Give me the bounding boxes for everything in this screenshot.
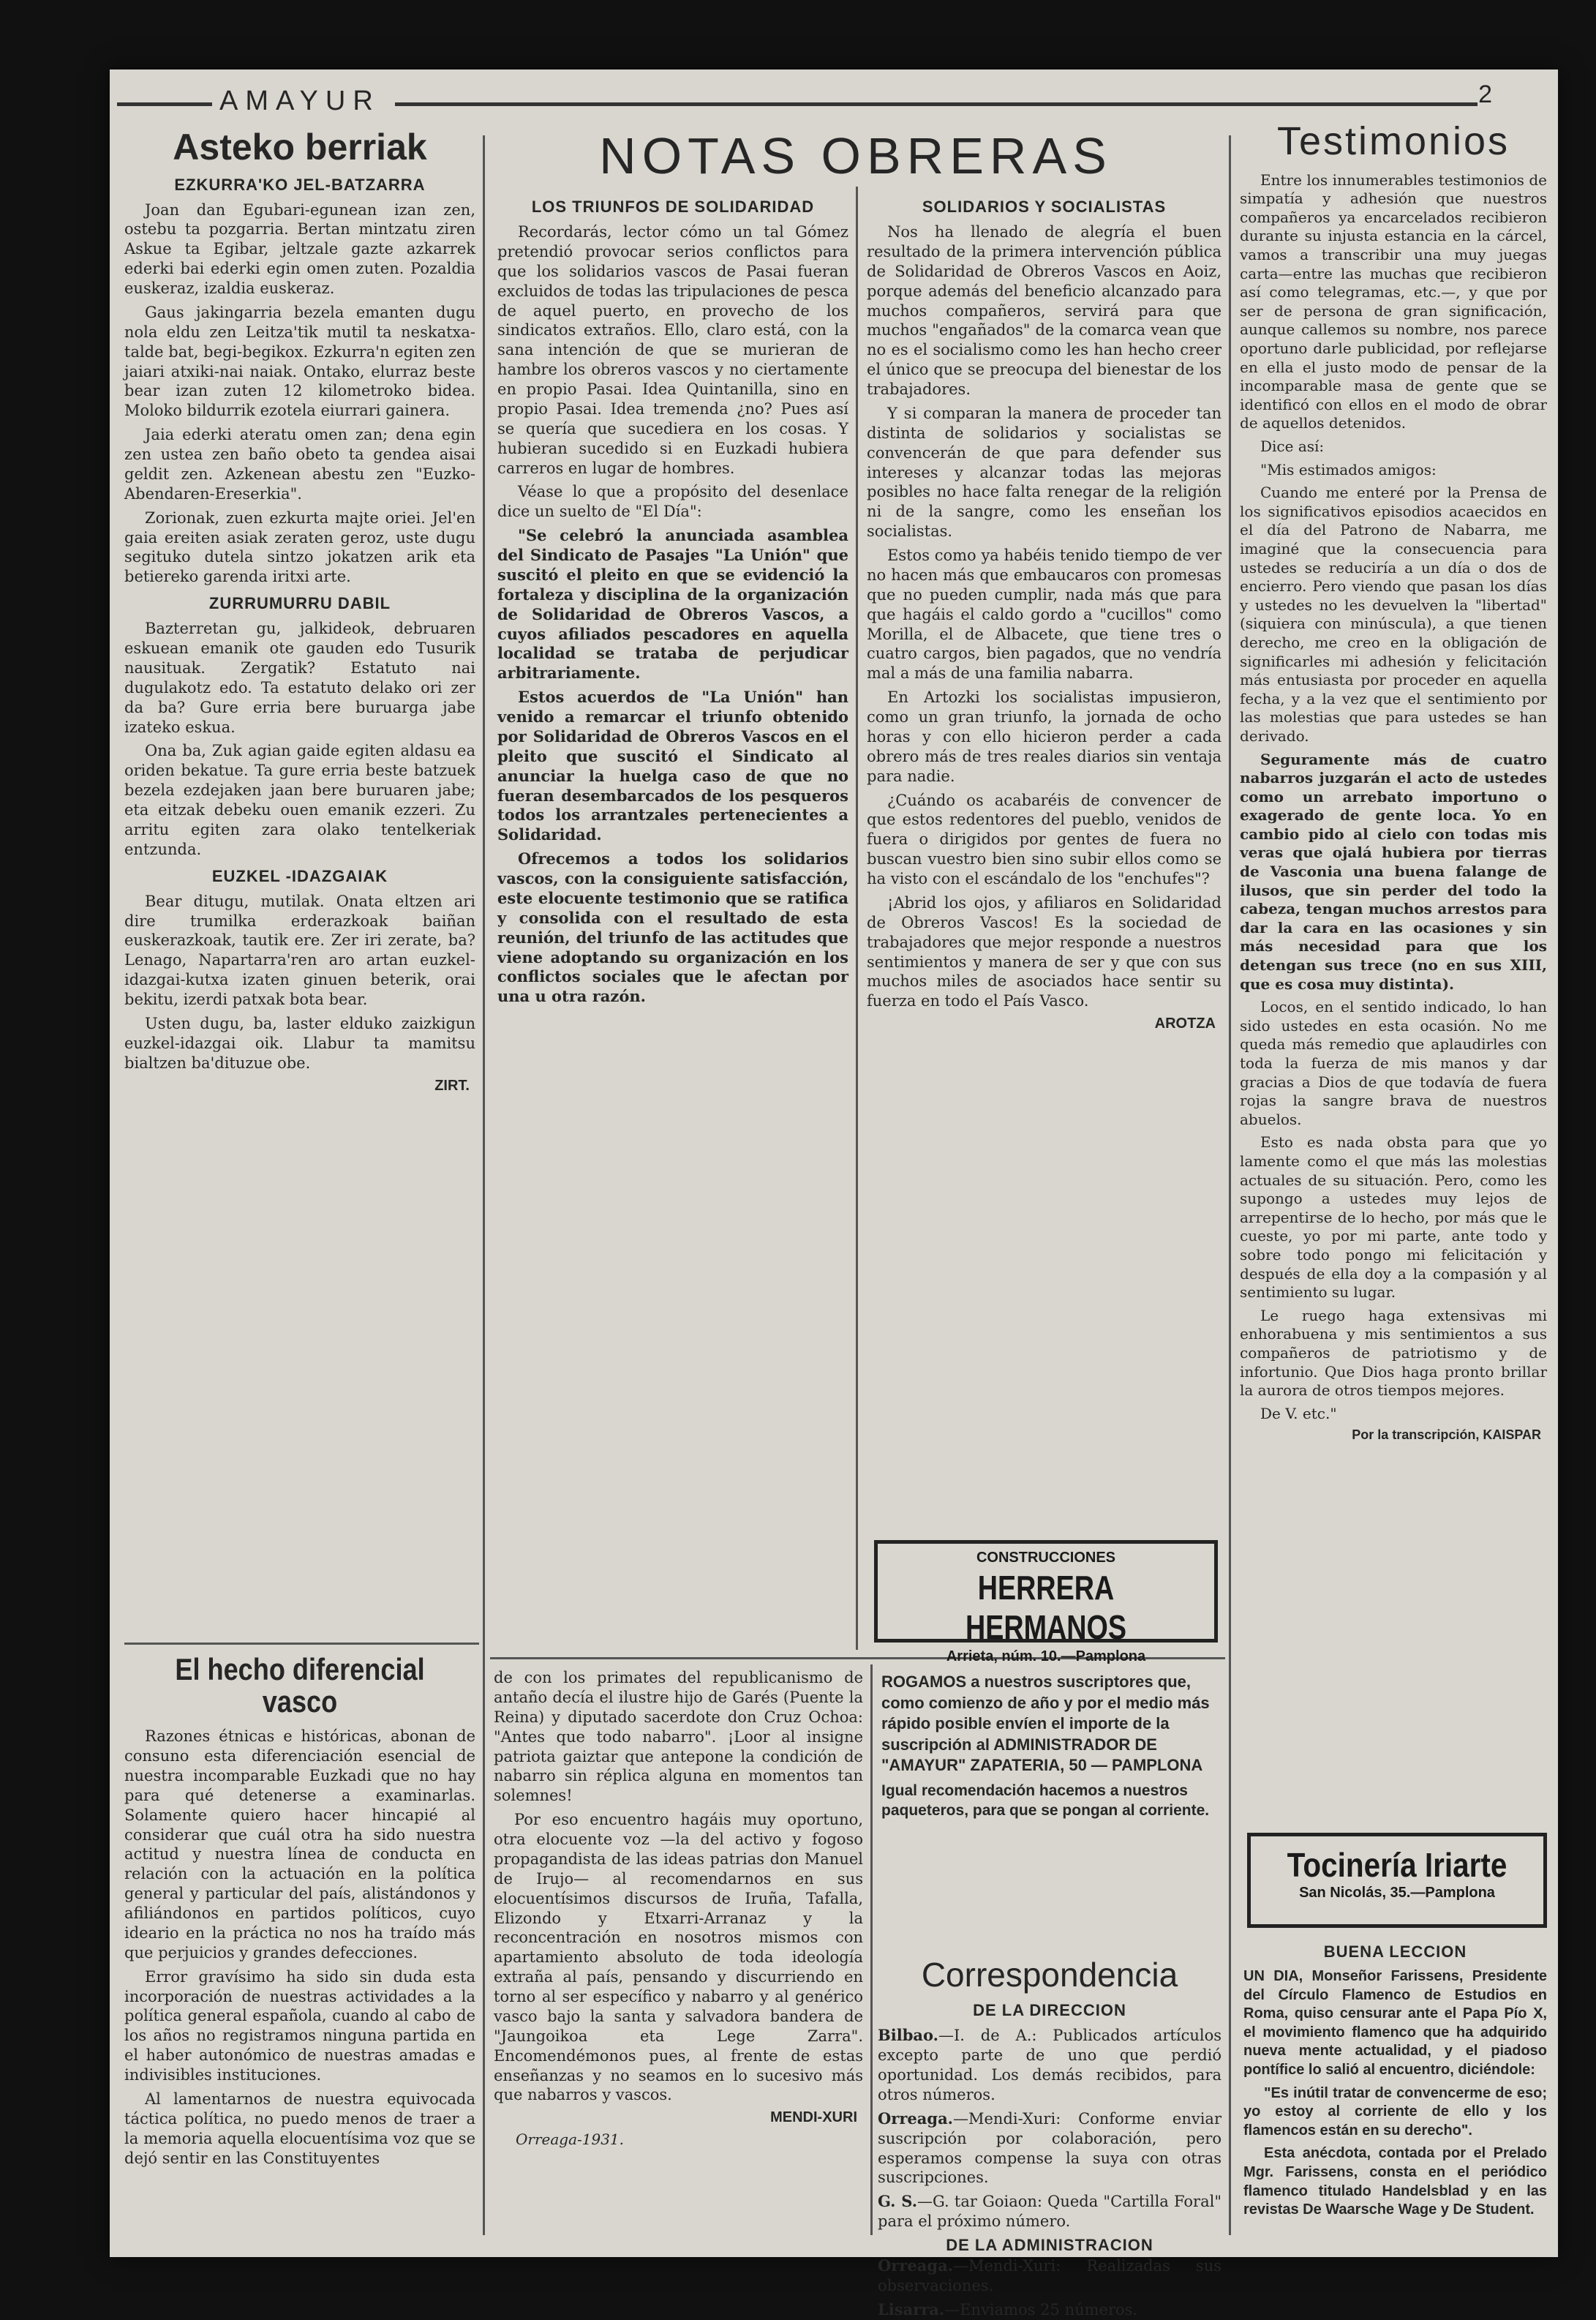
paragraph: Zorionak, zuen ezkurta majte oriei. Jel'en gaia ereiten asiak zeraten geroz, uste dugu segituko dutela sintzo jokatzen arik eta betiereko garenda iritxi arte. — [124, 508, 475, 586]
dateline: Orreaga-1931. — [516, 2131, 625, 2149]
corr-text: —I. de A.: Publicados artículos excepto parte de uno que perdió oportunidad. Los demás recibidos, para otros números. — [878, 2027, 1222, 2103]
paragraph: Joan dan Egubari-egunean izan zen, ostebu ta pozgarria. Bertan mintzatu ziren Askue ta Egibar, jeltzale gazte azkarrek ederki bai ederki egin omen zuten. Pozaldia euskeraz, izaldia euskeraz. — [124, 200, 475, 297]
ad-address: Arrieta, núm. 10.—Pamplona — [946, 1648, 1146, 1664]
paragraph: "Se celebró la anunciada asamblea del Sindicato de Pasajes "La Unión" que suscitó el pleito en que se evidenció la fortaleza y disciplina de la organización de Solidaridad de Obreros Vascos, a cuyos afiliados pescadores en aquella localidad se trataba de perjudicar arbitrariamente. — [497, 526, 848, 683]
corr-text: —Mendi-Xuri: Realizadas sus observaciones. — [878, 2257, 1222, 2294]
paragraph: Bazterretan gu, jalkideok, debruaren eskuean emanik ote gauden edo Tusurik nausituak. Zergatik? Estatuto nai dugulakotz edo. Ta estatuto delako ori zer da ba? Gure erria bere buruarga jabe izateko eskua. — [124, 620, 475, 736]
paragraph: de con los primates del republicanismo de antaño decía el ilustre hijo de Garés (Puente la Reina) y diputado sacerdote don Cruz Ochoa: "Antes que todo nabarro". ¡Loor al insigne patriota gaiztar que antepone la condición de nabarro sin réplica alguna en momentos tan solemnes! — [494, 1669, 863, 1805]
column-rule-1 — [483, 135, 485, 2235]
corr-text: —Enviamos 25 números. — [944, 2300, 1138, 2319]
paragraph: Dice así: — [1260, 438, 1325, 455]
paragraph: En Artozki los socialistas impusieron, como un gran triunfo, la jornada de ocho horas y con ello hicieron perder a cada obrero más de tres reales diarios sin ventaja para nadie. — [867, 688, 1222, 785]
paragraph: "Es inútil tratar de convencerme de eso; yo estoy al corriente de ello y los flamencos están en su derecho". — [1243, 2084, 1547, 2139]
paragraph: Jaia ederki ateratu omen zan; dena egin zen ustea zen baño obeto ta gendea aisai geldit zen. Azkenean abestu zen "Euzko-Abendaren-Ereserkia". — [124, 426, 475, 503]
corr-entry — [878, 2109, 1222, 2188]
masthead-rule-left — [117, 102, 212, 106]
testimonios-title: Testimonios — [1276, 119, 1510, 163]
ad-company-name: HERRERA HERMANOS — [965, 1569, 1127, 1646]
paragraph: Locos, en el sentido indicado, lo han sido ustedes en esta ocasión. No me queda más remedio que aplaudirles con toda la fuerza de mis manos y dar gracias a Dios de que todavía de fuera rojas la sangre brava de nuestros abuelos. — [1240, 998, 1547, 1128]
corr-label: Lisarra. — [878, 2300, 945, 2319]
notas-obreras-banner: NOTAS OBRERAS — [599, 127, 1113, 184]
corr-entry — [878, 2300, 1222, 2320]
rogamos-notice — [881, 1672, 1218, 1950]
masthead-rule-right — [395, 102, 1478, 106]
triunfos-article — [497, 190, 848, 1650]
tocineria-iriarte-ad — [1247, 1833, 1547, 1928]
page-number: 2 — [1478, 80, 1492, 108]
corr-entry — [878, 2026, 1222, 2105]
herrera-hermanos-ad — [874, 1540, 1218, 1664]
paragraph: ¿Cuándo os acabaréis de convencer de que estos redentores del pueblo, venidos de fuera o dirigidos por gentes de fuera no buscan vuestro bien sino subir ellos como se ha visto con el escándalo de los "enchufes"? — [867, 791, 1222, 887]
buena-leccion-article — [1243, 1935, 1547, 2250]
buena-leccion-heading: BUENA LECCION — [1323, 1942, 1467, 1961]
masthead-title: AMAYUR — [219, 86, 380, 116]
correspondencia-title: Correspondencia — [921, 1956, 1178, 1994]
paragraph: Error gravísimo ha sido sin duda esta incorporación de nuestras actividades a la política general española, cuando al cabo de los años no registramos ninguna partida en el haber autonómico de nuestras amadas e indivisibles instituciones. — [124, 1967, 475, 2084]
paragraph: Al lamentarnos de nuestra equivocada táctica política, no puedo menos de traer a la memoria aquella elocuentísima voz que se dejó sentir en las Constituyentes — [124, 2090, 475, 2167]
paragraph: Cuando me enteré por la Prensa de los significativos episodios acaecidos en el día del Patrono de Nabarra, me imaginé que la consecuencia para ustedes se reduciría a un día o dos de encierro. Pero viendo que pasan los días y ustedes no les devuelven la "libertad" (siquiera con minúscula), a que tienen derecho, me creo en la obligación de significarles mi adhesión y felicitación más entusiasta por proceder en aquella fecha, y a la vez que el sentimiento por las molestias que para ustedes se han derivado. — [1240, 484, 1547, 745]
rogamos-text: ROGAMOS a nuestros suscriptores que, como comienzo de año y por el medio más rápido posible envíen el importe de la suscripción al ADMINISTRADOR DE "AMAYUR" ZAPATERIA, 50 — PAMPLONA — [881, 1673, 1210, 1775]
paragraph: Esta anécdota, contada por el Prelado Mgr. Farissens, consta en el periódico flamenco titulado Handelsblad y en las revistas De Waarsche Wage y De Student. — [1243, 2145, 1547, 2218]
corr-text: —Mendi-Xuri: Conforme enviar suscripción por colaboración, pero esperamos compense la suya con otras suscripciones. — [878, 2109, 1222, 2187]
hecho-article-part1 — [124, 1653, 475, 2253]
signature: MENDI-XURI — [770, 2109, 857, 2126]
paragraph: "Mis estimados amigos: — [1260, 460, 1437, 478]
paragraph: Nos ha llenado de alegría el buen resultado de la primera intervención pública de Solidaridad de Obreros Vascos en Aoiz, porque además del beneficio alcanzado para muchos compañeros, servirá para que muchos "engañados" de la comarca vean que no es el socialismo como les han hecho creer el único que se preocupa del bienestar de los trabajadores. — [867, 223, 1222, 398]
solidarios-heading: SOLIDARIOS Y SOCIALISTAS — [922, 198, 1167, 216]
hecho-article-part2 — [494, 1668, 863, 2253]
paragraph: Véase lo que a propósito del desenlace dice un suelto de "El Día": — [497, 483, 848, 521]
column-rule-notas — [856, 187, 858, 1650]
paragraph: UN DIA, Monseñor Farissens, Presidente del Círculo Flamenco de Estudios en Roma, quiso censurar ante el Papa Pío X, el movimiento flamenco que ha adquirido nueva mente actualidad, y el piadoso pontífice lo salió al encuentro, diciéndole: — [1243, 1968, 1547, 2078]
paragraph: Le ruego haga extensivas mi enhorabuena y mis sentimientos a sus compañeros de patriotismo y de infortunio. Que Dios haga pronto brillar la aurora de otros tiempos mejores. — [1240, 1306, 1547, 1400]
paragraph: Ofrecemos a todos los solidarios vascos, con la consiguiente satisfacción, este elocuente testimonio que se ratifica y consolida con el resultado de esta reunión, del triunfo de las actitudes que viene adoptando su organización en los conflictos sociales que le afectan por una u otra razón. — [497, 849, 848, 1006]
signature: AROTZA — [1154, 1016, 1216, 1032]
paragraph: Recordarás, lector cómo un tal Gómez pretendió provocar serios conflictos para que los solidarios vascos de Pasai fueran excluidos de todas las tripulaciones de pesca de aquel puerto, en provecho de los sindicatos extraños. Ello, claro está, con la sana intención de que se murieran de hambre los obreros vascos y no ciertamente en propio Pasai. Idea Quintanilla, sino en propio Pasai. Idea tremenda ¿no? Pues así se quería que sucediera en los cosas. Y hubieran sucedido si en Euzkadi hubiera carreros en lugar de hombres. — [497, 223, 848, 477]
corr-label: G. S. — [878, 2192, 918, 2211]
corr-text: —G. tar Goiaon: Queda "Cartilla Foral" para el próximo número. — [878, 2193, 1222, 2231]
corr-label: Orreaga. — [878, 2109, 953, 2128]
asteko-berriak-title: Asteko berriak — [173, 127, 427, 168]
paragraph: Estos como ya habéis tenido tiempo de ver no hacen más que embaucaros con promesas que no pueden cumplir, nada más que para que hagáis el caldo gordo a "cucillos" como Morilla, el de Albacete, que tiene tres o cuatro cargos, bien pagados, que no vendría mal a más de una familia nabarra. — [867, 547, 1222, 683]
paragraph: Usten dugu, ba, laster elduko zaizkigun euzkel-idazgai oik. Llabur ta mamitsu bialtzen ba'dituzue obe. — [124, 1014, 475, 1072]
paragraph: Y si comparan la manera de proceder tan distinta de solidarios y socialistas se convencerán de que para defender sus intereses y alcanzar todas las mejoras posibles no hace falta renegar de la religión ni de la sangre, como les enseñan los socialistas. — [867, 404, 1222, 541]
section-heading: ZURRUMURRU DABIL — [208, 594, 391, 613]
corr-entry — [878, 2256, 1222, 2296]
paragraph: ¡Abrid los ojos, y afiliaros en Solidaridad de Obreros Vascos! Es la sociedad de trabajadores que mejor responde a nuestros sentimientos y manera de ser y que con sus muchos miles de asociados hace sentir su fuerza en todo el País Vasco. — [867, 893, 1222, 1010]
section-heading: EZKURRA'KO JEL-BATZARRA — [174, 175, 426, 194]
triunfos-heading: LOS TRIUNFOS DE SOLIDARIDAD — [531, 198, 815, 216]
paragraph: Seguramente más de cuatro nabarros juzgarán el acto de ustedes como un arrebato importuno o exagerado de gente loca. Yo en cambio pido al cielo con todas mis veras que ojalá hubiera por tierras de Vasconia una buena falange de ilusos, que sin perder del todo la cabeza, tengan muchos arrestos para dar la cara en las ocasiones y sin más necesidad para que los detengan sus trece (no en sus XIII, que es cosa muy distinta). — [1240, 750, 1547, 993]
paragraph: Gaus jakingarria bezela emanten dugu nola eldu zen Leitza'tik mutil ta neskatxa-talde bat, begi-begikox. Ezkurra'n egiten zen jaiari atxiki-nai naiak. Ontako, elurraz beste bear izan zuten 12 kilometroko bidea. Moloko bildurrik ezotela eiurrari gainera. — [124, 303, 475, 420]
paragraph: Entre los innumerables testimonios de simpatía y adhesión que nuestros compañeros ya encarcelados recibieron durante su injusta estancia en la cárcel, vamos a transcribir una muy juegas carta—entre las muchas que recibieron así como telegramas, etc.—, y que por ser de persona de gran significación, aunque callemos su nombre, nos parece oportuno darle publicidad, por reflejarse en ella el justo modo de pensar de la incomparable masa de gente que se identificó con ellos en el modo de obrar de aquellos detenidos. — [1240, 170, 1547, 432]
ad-address: San Nicolás, 35.—Pamplona — [1299, 1885, 1495, 1901]
section-heading: EUZKEL -IDAZGAIAK — [211, 866, 388, 885]
rogamos-extra: Igual recomendación hacemos a nuestros paqueteros, para que se pongan al corriente. — [881, 1782, 1210, 1820]
paragraph: Esto es nada obsta para que yo lamente como el que más las molestias actuales de su situación. Pero, como les supongo a ustedes muy lejos de arrepentirse de lo hecho, por más que le cueste, yo por mi parte, ante todo y sobre todo pongo mi felicitación y después de ella doy a la compasión y al sentimiento su lugar. — [1240, 1133, 1547, 1302]
newspaper-page — [110, 70, 1558, 2319]
hecho-top-rule — [124, 1643, 479, 1645]
paragraph: De V. etc." — [1260, 1404, 1337, 1422]
correspondencia-section — [878, 1956, 1222, 2319]
column-rule-lower — [870, 1664, 873, 2235]
direccion-heading: DE LA DIRECCION — [973, 2001, 1126, 2020]
signature: Por la transcripción, KAISPAR — [1352, 1427, 1541, 1443]
corr-label: Bilbao. — [878, 2026, 938, 2045]
paragraph: Ona ba, Zuk agian gaide egiten aldasu ea oriden bekatue. Ta gure erria beste batzuek bezela ezdejaken jaan bere buruaren jabe; eta eitzak debeku ouen emanik ezzeri. Zu arritu egiten zara olako tentelkeriak entzunda. — [124, 742, 475, 858]
signature: ZIRT. — [434, 1077, 470, 1094]
ad-company-name: Tocinería Iriarte — [1287, 1846, 1507, 1884]
paragraph: Bear ditugu, mutilak. Onata eltzen ari dire trumilka erderazkoak baiñan euskerazkoak, tautik ere. Zer iri zerate, ba? Lenago, Napartarra'ren aro artan euzkel-idazgai-kutxa izaten ginuen beterik, orai bekitu, izerdi patxak bota bear. — [124, 892, 475, 1008]
column-rule-2 — [1229, 135, 1231, 2235]
solidarios-article — [867, 190, 1222, 1536]
asteko-berriak-article — [124, 128, 475, 1635]
paragraph: Razones étnicas e históricas, abonan de consuno esta diferenciación esencial de nuestra incomparable Euzkadi que no hay para qué detenerse a examinarlas. Solamente quiero hacer hincapié al considerar que cuál otra ha sido nuestra actitud y nuestra línea de conducta en relación con la actuación en la política general y particular del país, alistándonos y afiliándonos en partidos políticos, cuyo ideario en la práctica no nos ha traído más que perjuicios y grandes defecciones. — [124, 1727, 475, 1962]
corr-label: Orreaga. — [878, 2256, 953, 2275]
ad-top-line: CONSTRUCCIONES — [976, 1550, 1115, 1566]
admin-heading: DE LA ADMINISTRACION — [946, 2236, 1153, 2255]
hecho-title: El hecho diferencial vasco — [175, 1652, 425, 1719]
paragraph: Estos acuerdos de "La Unión" han venido a remarcar el triunfo obtenido por Solidaridad de Obreros Vascos en el pleito que suscitó el Sindicato al anunciar la huelga caso de que no fueran desembarcados de los pesqueros todos los arrantzales pertenecientes a Solidaridad. — [497, 688, 848, 844]
paragraph: Por eso encuentro hagáis muy oportuno, otra elocuente voz —la del activo y fogoso propagandista de las ideas patrias don Manuel de Irujo— al recomendarnos en sus elocuentísimos discursos de Iruña, Tafalla, Elizondo y Etxarri-Arranaz y la reconcentración en nosotros mismos con apartamiento absoluto de toda ideología extraña al país, pensando y discurriendo en torno al ser específico y nabarro y al genérico vasco bajo la santa y salvadora bandera de "Jaungoikoa eta Lege Zarra". Encomendémonos pues, al frente de estas enseñanzas y no seamos en lo sucesivo más que nabarros y vascos. — [494, 1811, 863, 2104]
corr-entry — [878, 2192, 1222, 2231]
testimonios-article — [1240, 121, 1547, 1825]
